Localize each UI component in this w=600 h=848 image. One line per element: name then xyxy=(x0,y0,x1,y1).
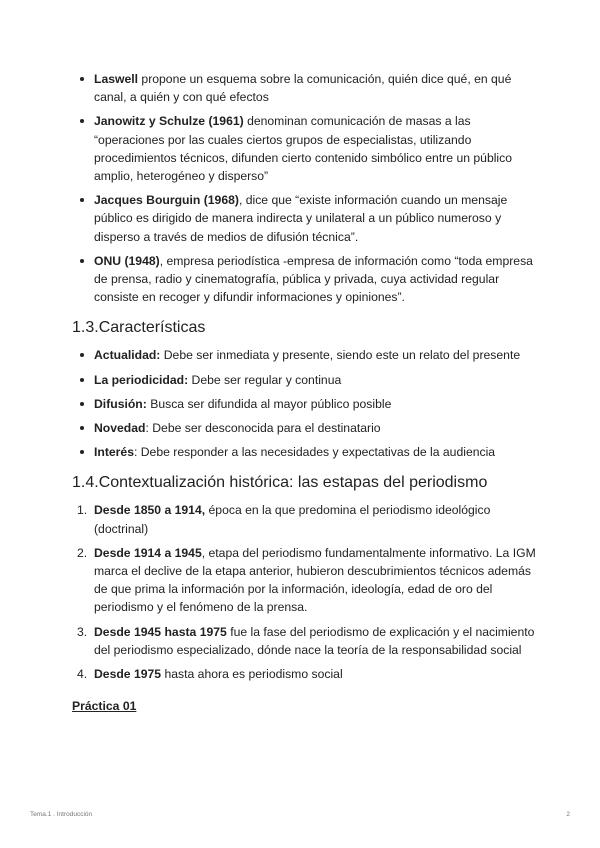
bullet xyxy=(80,402,84,406)
bullet xyxy=(80,426,84,430)
stages-list xyxy=(72,501,542,683)
list-item xyxy=(72,665,542,683)
item-text: , dice que “existe información cuando un mensaje público es dirigido de manera indirecta y unilateral a un público numeroso y disperso a través de medios de difusión técnica”. xyxy=(94,193,508,244)
item-term: Novedad xyxy=(94,421,146,436)
list-item xyxy=(72,443,542,461)
list-item xyxy=(72,346,542,364)
item-text: hasta ahora es periodismo social xyxy=(161,667,343,682)
list-item xyxy=(72,112,542,185)
page-content xyxy=(72,70,542,715)
item-term: Desde 1945 hasta 1975 xyxy=(94,624,227,639)
list-item xyxy=(72,395,542,413)
item-text: Debe ser regular y continua xyxy=(188,372,342,387)
item-text: propone un esquema sobre la comunicación, quién dice qué, en qué canal, a quién y con qué efectos xyxy=(94,72,512,105)
bullet xyxy=(80,77,84,81)
list-item xyxy=(72,371,542,389)
item-text: , empresa periodística -empresa de información como “toda empresa de prensa, radio y cinematografía, pública y privada, cuya actividad regular consiste en recoger y difundir informaciones y opiniones”. xyxy=(94,253,533,305)
item-term: Difusión: xyxy=(94,396,147,411)
bullet xyxy=(80,119,84,123)
list-item xyxy=(72,623,542,659)
item-term: Laswell xyxy=(94,72,139,86)
item-term: Desde 1850 a 1914, xyxy=(94,503,206,518)
bullet xyxy=(80,378,84,382)
footer-chapter: Tema.1 . Introducción xyxy=(30,811,93,818)
bullet xyxy=(80,198,84,202)
list-item xyxy=(72,419,542,437)
list-item xyxy=(72,501,542,537)
list-item xyxy=(72,70,542,106)
section-heading-contextualizacion: 1.4.Contextualización histórica: las estapas del periodismo xyxy=(72,474,488,492)
item-text: fue la fase del periodismo de explicación y el nacimiento del periodismo especializado, dónde nace la teoría de la responsabilidad social xyxy=(94,624,535,657)
definitions-list xyxy=(72,70,542,306)
list-item xyxy=(72,252,542,307)
item-text: Busca ser difundida al mayor público posible xyxy=(146,396,392,411)
item-text: : Debe responder a las necesidades y expectativas de la audiencia xyxy=(133,445,496,460)
item-term: Desde 1914 a 1945 xyxy=(94,545,202,560)
item-number: 1. xyxy=(77,503,88,518)
section-heading-caracteristicas: 1.3.Características xyxy=(72,319,206,337)
item-text: : Debe ser desconocida para el destinatario xyxy=(145,421,381,436)
item-term: ONU (1948) xyxy=(94,253,160,268)
item-term: Interés xyxy=(94,445,134,460)
item-text: , etapa del periodismo fundamentalmente informativo. La IGM marca el declive de la etapa anterior, hubieron descubrimientos técnicos además de que prima la información por la información, ideología, edad de oro del periodismo y el fenómeno de la prensa. xyxy=(94,545,536,615)
list-item xyxy=(72,191,542,246)
bullet xyxy=(80,259,84,263)
practice-link[interactable]: Práctica 01 xyxy=(72,699,137,714)
item-number: 3. xyxy=(77,624,88,639)
bullet xyxy=(80,450,84,454)
item-number: 4. xyxy=(77,667,88,682)
bullet xyxy=(80,353,84,357)
item-text: denominan comunicación de masas a las “operaciones por las cuales ciertos grupos de especialistas, utilizando procedimientos técnicos, difunden cierto contenido simbólico entre un público amplio, heterogéneo y disperso” xyxy=(94,114,513,184)
item-term: Jacques Bourguin (1968) xyxy=(94,193,239,208)
item-number: 2. xyxy=(77,545,88,560)
item-term: La periodicidad: xyxy=(94,372,189,387)
item-text: época en la que predomina el periodismo ideológico (doctrinal) xyxy=(94,503,491,536)
list-item xyxy=(72,544,542,617)
item-term: Actualidad: xyxy=(94,348,161,363)
item-text: Debe ser inmediata y presente, siendo este un relato del presente xyxy=(160,348,521,363)
item-term: Janowitz y Schulze (1961) xyxy=(94,114,244,129)
item-term: Desde 1975 xyxy=(94,667,162,682)
characteristics-list xyxy=(72,346,542,461)
footer-page-number: 2 xyxy=(566,811,570,818)
